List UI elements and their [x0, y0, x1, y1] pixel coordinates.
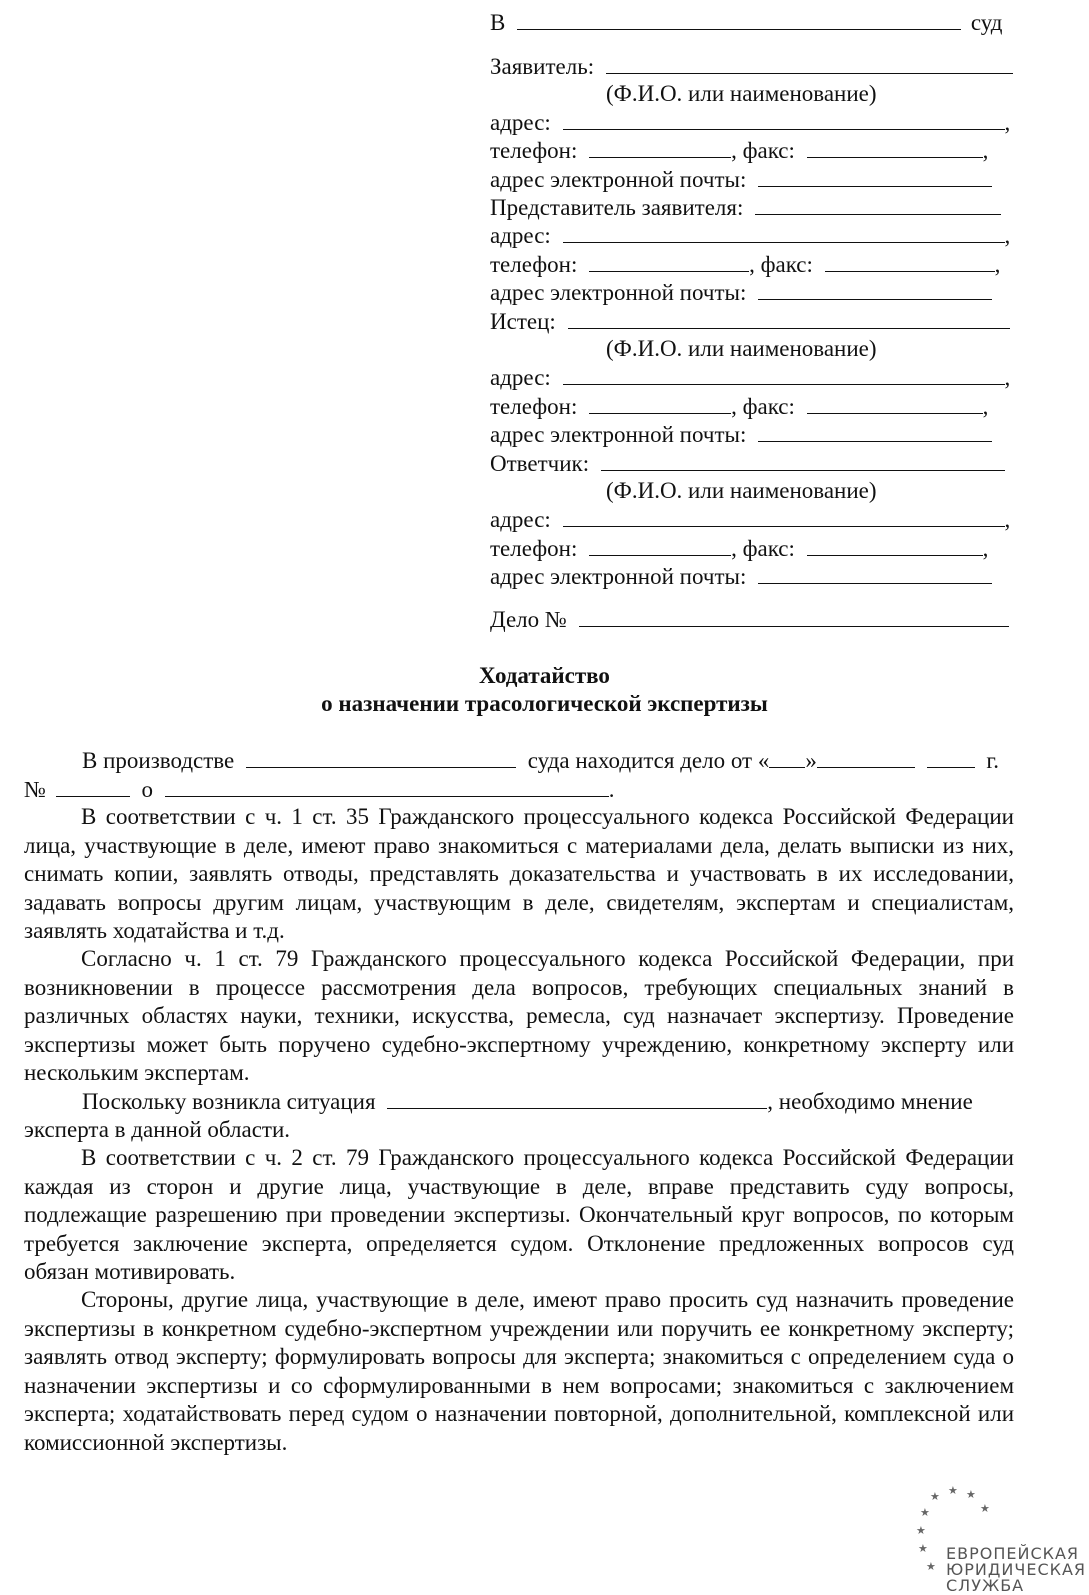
representative-phone-line: телефон: , факс: , [490, 252, 1001, 277]
plaintiff-address-line: адрес: , [490, 365, 1011, 390]
applicant-line: Заявитель: [490, 52, 1013, 81]
intro-line-1: В производстве суда находится дело от « » г. [82, 748, 999, 773]
plaintiff-email-line: адрес электронной почты: [490, 420, 992, 449]
paragraph-art79-2: В соответствии с ч. 2 ст. 79 Гражданского процессуального кодекса Российской Федерации каждая из сторон и другие лица, участвующие в деле, вправе представить суду вопросы, подлежащие разрешению при проведении экспертизы. Окончательный круг вопросов, по которым требуется заключение эксперта, определяется судом. Отклонение предложенных вопросов суд обязан мотивировать. [24, 1145, 1014, 1284]
court-blank [517, 8, 961, 30]
defendant-fio-note: (Ф.И.О. или наименование) [606, 478, 877, 503]
defendant-phone-line: телефон: , факс: , [490, 536, 989, 561]
case-number-line: Дело № [490, 605, 1009, 634]
applicant-email-line: адрес электронной почты: [490, 165, 992, 194]
eu-stars-icon: ★ ★ ★ ★ ★ ★ ★ ★ [916, 1485, 990, 1573]
situation-line-2: эксперта в данной области. [24, 1117, 291, 1142]
court-line: В суд [490, 10, 1003, 35]
applicant-address-line: адрес: , [490, 110, 1011, 135]
defendant-email-line: адрес электронной почты: [490, 562, 992, 591]
plaintiff-fio-note: (Ф.И.О. или наименование) [606, 336, 877, 361]
doc-title: Ходатайство [479, 663, 610, 688]
representative-email-line: адрес электронной почты: [490, 278, 992, 307]
logo-text-line-1: ЕВРОПЕЙСКАЯ [946, 1544, 1080, 1563]
paragraph-art35: В соответствии с ч. 1 ст. 35 Гражданского процессуального кодекса Российской Федерации лица, участвующие в деле, имеют право знакомиться с материалами дела, делать выписки из них, снимать копии, заявлять отводы, представлять доказательства и участвовать в их исследовании, задавать вопросы другим лицам, участвующим в деле, свидетелям, экспертам и специалистам, заявлять ходатайства и т.д. [24, 804, 1014, 943]
plaintiff-line: Истец: [490, 307, 1010, 336]
paragraph-art79-1: Согласно ч. 1 ст. 79 Гражданского процессуального кодекса Российской Федерации, при возникновении в процессе рассмотрения дела вопросов, требующих специальных знаний в различных областях науки, техники, искусства, ремесла, суд назначает экспертизу. Проведение экспертизы может быть поручено судебно-экспертному учреждению, конкретному эксперту или нескольким экспертам. [24, 946, 1014, 1085]
applicant-phone-line: телефон: , факс: , [490, 138, 989, 163]
logo-text-line-2: ЮРИДИЧЕСКАЯ [946, 1560, 1087, 1579]
representative-line: Представитель заявителя: [490, 193, 1001, 222]
paragraph-parties-rights: Стороны, другие лица, участвующие в деле, имеют право просить суд назначить проведение экспертизы в конкретном судебно-экспертном учреждении или поручить ее конкретному эксперту; заявлять отвод эксперту; формулировать вопросы для эксперта; знакомиться с определением суда о назначении экспертизы и со сформулированными в нем вопросами; знакомиться с заключением эксперта; ходатайствовать перед судом о назначении повторной, дополнительной, комплексной или комиссионной экспертизы. [24, 1287, 1014, 1455]
plaintiff-phone-line: телефон: , факс: , [490, 394, 989, 419]
intro-line-2: № о . [24, 777, 615, 802]
logo-text-line-3: СЛУЖБА [946, 1576, 1025, 1595]
doc-subtitle: о назначении трасологической экспертизы [321, 691, 768, 716]
defendant-line: Ответчик: [490, 449, 1005, 478]
representative-address-line: адрес: , [490, 223, 1011, 248]
situation-line: Поскольку возникла ситуация , необходимо мнение [82, 1089, 973, 1114]
applicant-fio-note: (Ф.И.О. или наименование) [606, 81, 877, 106]
defendant-address-line: адрес: , [490, 507, 1011, 532]
applicant-blank [606, 52, 1013, 74]
